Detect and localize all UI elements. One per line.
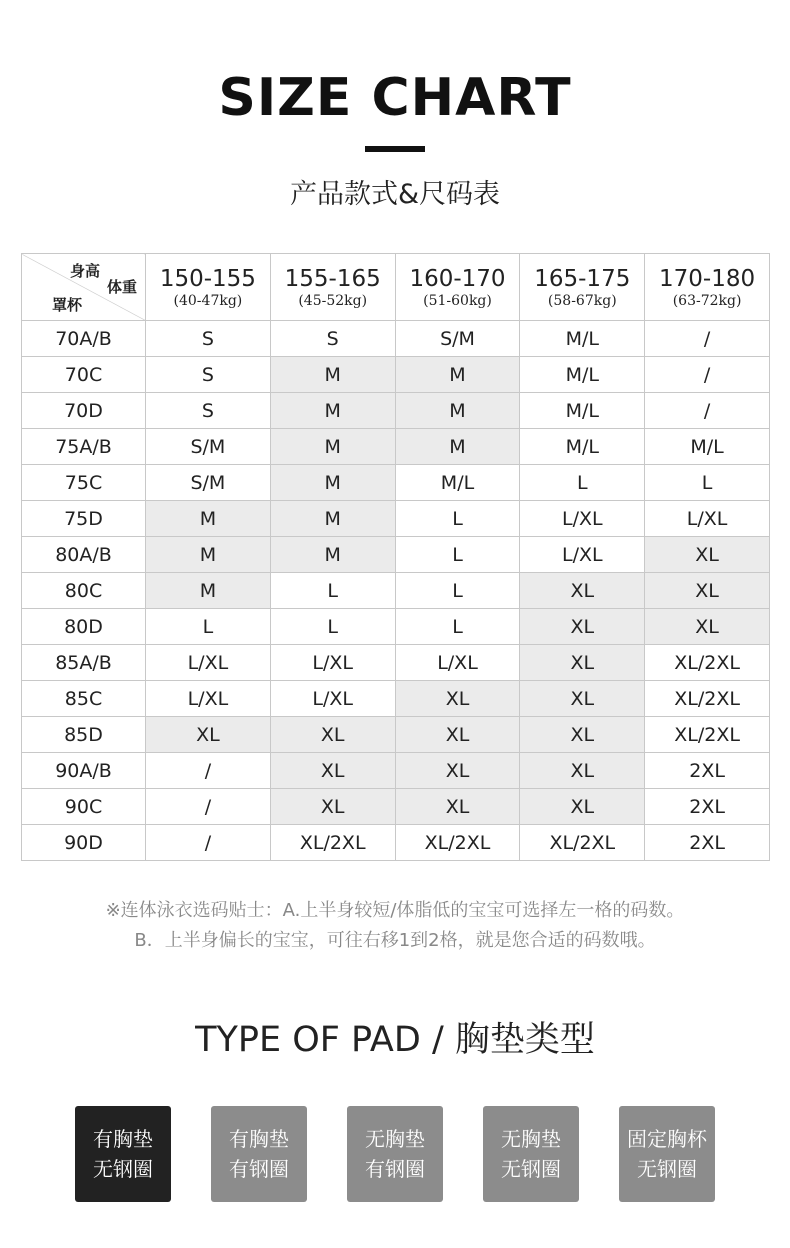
table-row — [22, 465, 770, 501]
pad-option-line2: 有钢圈 — [365, 1157, 425, 1181]
height-range: 155-165 — [284, 266, 381, 292]
pad-option-fixed-cup-no-wire[interactable] — [619, 1106, 715, 1202]
size-cell: L — [520, 465, 645, 501]
size-cell: S — [146, 393, 271, 429]
size-cell: S — [270, 321, 395, 357]
cup-size-cell: 80D — [22, 609, 146, 645]
size-cell: M — [270, 357, 395, 393]
size-cell: M — [270, 393, 395, 429]
size-cell: XL — [645, 537, 770, 573]
cup-size-cell: 75C — [22, 465, 146, 501]
fit-tip-line-2: B．上半身偏长的宝宝，可往右移1到2格，就是您合适的码数哦。 — [134, 930, 656, 951]
size-cell: / — [146, 753, 271, 789]
pad-option-line1: 无胸垫 — [365, 1127, 425, 1151]
pad-option-line2: 无钢圈 — [93, 1157, 153, 1181]
table-row — [22, 825, 770, 861]
pad-type-options — [75, 1106, 715, 1202]
table-row — [22, 357, 770, 393]
table-row — [22, 753, 770, 789]
size-cell: M — [146, 537, 271, 573]
table-corner-cell — [22, 254, 146, 321]
table-row — [22, 429, 770, 465]
size-cell: M/L — [520, 429, 645, 465]
size-cell: L/XL — [520, 537, 645, 573]
size-cell: XL/2XL — [645, 645, 770, 681]
size-cell: S/M — [395, 321, 520, 357]
size-cell: L/XL — [395, 645, 520, 681]
cup-size-cell: 90A/B — [22, 753, 146, 789]
size-cell: / — [645, 357, 770, 393]
size-cell: XL — [146, 717, 271, 753]
height-range: 165-175 — [534, 266, 631, 292]
cup-size-cell: 90D — [22, 825, 146, 861]
size-cell: M — [146, 573, 271, 609]
size-cell: L/XL — [270, 681, 395, 717]
size-cell: XL — [395, 681, 520, 717]
size-cell: M — [270, 537, 395, 573]
pad-option-line2: 无钢圈 — [637, 1157, 697, 1181]
size-cell: M/L — [520, 357, 645, 393]
column-header — [520, 254, 645, 321]
size-cell: M — [395, 429, 520, 465]
cup-size-cell: 85A/B — [22, 645, 146, 681]
size-cell: XL/2XL — [520, 825, 645, 861]
size-cell: M/L — [520, 393, 645, 429]
size-cell: XL — [270, 753, 395, 789]
cup-size-cell: 70C — [22, 357, 146, 393]
pad-option-line1: 有胸垫 — [229, 1127, 289, 1151]
size-cell: / — [645, 321, 770, 357]
size-cell: L — [645, 465, 770, 501]
cup-size-cell: 85C — [22, 681, 146, 717]
size-cell: XL/2XL — [270, 825, 395, 861]
page-subtitle: 产品款式&尺码表 — [289, 179, 501, 210]
size-cell: M — [270, 501, 395, 537]
cup-size-cell: 75A/B — [22, 429, 146, 465]
pad-option-line2: 有钢圈 — [229, 1157, 289, 1181]
size-cell: L — [146, 609, 271, 645]
size-cell: XL — [270, 717, 395, 753]
cup-size-cell: 80C — [22, 573, 146, 609]
size-cell: XL — [520, 681, 645, 717]
table-row — [22, 321, 770, 357]
height-range: 170-180 — [659, 266, 756, 292]
table-row — [22, 393, 770, 429]
size-cell: M — [395, 393, 520, 429]
fit-tip-line-1: ※连体泳衣选码贴士：A.上半身较短/体脂低的宝宝可选择左一格的码数。 — [105, 900, 685, 921]
height-range: 150-155 — [159, 266, 256, 292]
size-cell: L — [270, 573, 395, 609]
size-cell: M — [146, 501, 271, 537]
size-cell: / — [645, 393, 770, 429]
size-cell: 2XL — [645, 825, 770, 861]
size-cell: M/L — [395, 465, 520, 501]
size-cell: L — [270, 609, 395, 645]
size-cell: XL — [520, 753, 645, 789]
cup-label: 罩杯 — [52, 296, 83, 314]
height-label: 身高 — [70, 262, 101, 280]
table-row — [22, 717, 770, 753]
size-cell: 2XL — [645, 789, 770, 825]
size-cell: S — [146, 357, 271, 393]
weight-range: (45-52kg) — [298, 293, 368, 309]
weight-label: 体重 — [106, 278, 137, 296]
pad-option-line1: 有胸垫 — [93, 1127, 153, 1151]
size-cell: XL — [520, 789, 645, 825]
title-underline — [365, 146, 425, 152]
size-cell: XL — [270, 789, 395, 825]
size-cell: L/XL — [146, 645, 271, 681]
table-row — [22, 645, 770, 681]
size-cell: S — [146, 321, 271, 357]
size-cell: XL — [520, 609, 645, 645]
size-cell: L — [395, 609, 520, 645]
size-cell: / — [146, 825, 271, 861]
column-header — [146, 254, 271, 321]
table-row — [22, 537, 770, 573]
size-cell: L — [395, 573, 520, 609]
cup-size-cell: 90C — [22, 789, 146, 825]
pad-option-unpadded-no-wire[interactable] — [483, 1106, 579, 1202]
table-row — [22, 501, 770, 537]
pad-option-unpadded-underwire[interactable] — [347, 1106, 443, 1202]
size-cell: XL — [520, 717, 645, 753]
weight-range: (58-67kg) — [547, 293, 617, 309]
weight-range: (51-60kg) — [423, 293, 492, 309]
column-header — [395, 254, 520, 321]
size-cell: XL/2XL — [645, 681, 770, 717]
table-header-row — [22, 254, 770, 321]
size-cell: M — [270, 465, 395, 501]
column-header — [645, 254, 770, 321]
size-cell: L/XL — [645, 501, 770, 537]
size-cell: XL — [520, 573, 645, 609]
size-cell: XL/2XL — [645, 717, 770, 753]
cup-size-cell: 80A/B — [22, 537, 146, 573]
table-row — [22, 789, 770, 825]
size-cell: XL — [395, 717, 520, 753]
size-cell: M — [270, 429, 395, 465]
pad-option-line1: 固定胸杯 — [627, 1127, 707, 1151]
table-row — [22, 681, 770, 717]
size-cell: XL — [645, 609, 770, 645]
pad-option-padded-no-wire[interactable] — [75, 1106, 171, 1202]
pad-type-title: TYPE OF PAD / 胸垫类型 — [195, 1020, 595, 1060]
size-cell: XL — [520, 645, 645, 681]
height-range: 160-170 — [409, 266, 506, 292]
size-cell: M/L — [645, 429, 770, 465]
table-row — [22, 609, 770, 645]
size-cell: L — [395, 537, 520, 573]
column-header — [270, 254, 395, 321]
weight-range: (63-72kg) — [672, 293, 742, 309]
size-cell: XL — [645, 573, 770, 609]
table-row — [22, 573, 770, 609]
size-cell: L/XL — [146, 681, 271, 717]
pad-option-line1: 无胸垫 — [501, 1127, 561, 1151]
size-cell: / — [146, 789, 271, 825]
size-cell: L/XL — [520, 501, 645, 537]
pad-option-line2: 无钢圈 — [501, 1157, 561, 1181]
cup-size-cell: 70D — [22, 393, 146, 429]
size-cell: S/M — [146, 465, 271, 501]
size-cell: M/L — [520, 321, 645, 357]
size-table — [21, 253, 770, 861]
cup-size-cell: 70A/B — [22, 321, 146, 357]
size-table-body — [22, 321, 770, 861]
size-cell: XL — [395, 789, 520, 825]
size-cell: S/M — [146, 429, 271, 465]
size-cell: M — [395, 357, 520, 393]
size-cell: L — [395, 501, 520, 537]
cup-size-cell: 75D — [22, 501, 146, 537]
size-cell: XL/2XL — [395, 825, 520, 861]
weight-range: (40-47kg) — [173, 293, 243, 309]
page-title: SIZE CHART — [218, 68, 572, 128]
pad-option-padded-underwire[interactable] — [211, 1106, 307, 1202]
cup-size-cell: 85D — [22, 717, 146, 753]
size-cell: 2XL — [645, 753, 770, 789]
size-cell: XL — [395, 753, 520, 789]
size-cell: L/XL — [270, 645, 395, 681]
